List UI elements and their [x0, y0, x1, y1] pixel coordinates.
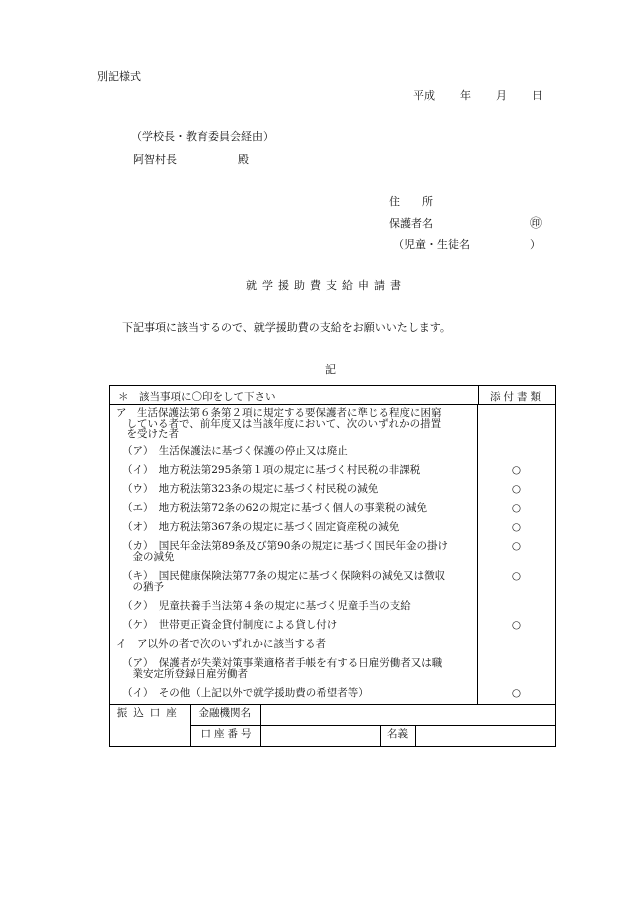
address-label: 住 所: [389, 195, 433, 208]
item-label: （イ） 地方税法第295条第１項の規定に基づく村民税の非課税: [122, 463, 421, 476]
attachment-mark: ○: [511, 463, 522, 476]
form-label: 別記様式: [97, 70, 141, 83]
item-label-cont: 業安定所登録日雇労働者: [122, 667, 248, 680]
title-char: 就: [246, 279, 257, 292]
date-month: 月: [496, 89, 507, 102]
seal-mark: ㊞: [530, 216, 543, 230]
section-a-line: している者で、前年度又は当該年度において、次のいずれかの措置: [116, 417, 442, 430]
attachment-mark: ○: [511, 618, 522, 631]
student-label: （児童・生徒名: [393, 238, 470, 251]
title-char: 費: [310, 279, 321, 292]
title-char: 書: [390, 279, 401, 292]
account-name-field[interactable]: [415, 725, 555, 746]
title-char: 助: [294, 279, 305, 292]
date-era: 平成: [413, 89, 435, 102]
bank-account-label: 振込口座: [110, 705, 190, 746]
account-number-field[interactable]: [260, 725, 380, 746]
student-close: ）: [530, 238, 541, 251]
attachment-mark: ○: [511, 569, 522, 582]
section-a-line: ア 生活保護法第６条第２項に規定する要保護者に準じる程度に困窮: [116, 407, 442, 419]
attachment-mark: [478, 658, 555, 688]
via-text: （学校長・教育委員会経由）: [131, 130, 274, 143]
item-label-cont: 金の減免: [122, 550, 175, 563]
title-char: 請: [374, 279, 385, 292]
attachment-mark: [478, 446, 555, 465]
guardian-label: 保護者名: [389, 217, 433, 230]
table-header-instruction: ＊ 該当事項に〇印をして下さい: [110, 386, 479, 405]
addressee-name: 阿智村長: [133, 153, 177, 166]
item-label: （イ） その他（上記以外で就学援助費の希望者等）: [122, 686, 369, 699]
ki-heading: 記: [325, 363, 336, 376]
attachment-mark: ○: [511, 686, 522, 699]
item-label: （エ） 地方税法第72条の62の規定に基づく個人の事業税の減免: [122, 501, 427, 514]
section-b-heading: イ ア以外の者で次のいずれかに該当する者: [116, 637, 326, 650]
title-char: 申: [358, 279, 369, 292]
item-label: （ウ） 地方税法第323条の規定に基づく村民税の減免: [122, 482, 379, 495]
item-label: （ア） 保護者が失業対策事業適格者手帳を有する日雇労働者又は職: [122, 656, 443, 669]
item-label: （キ） 国民健康保険法第77条の規定に基づく保険料の減免又は徴収: [122, 569, 446, 582]
item-label: （ア） 生活保護法に基づく保護の停止又は廃止: [122, 444, 348, 457]
intro-text: 下記事項に該当するので、就学援助費の支給をお願いいたします。: [122, 321, 451, 334]
attachment-mark: ○: [511, 539, 522, 552]
bank-section: [110, 704, 556, 746]
items-cell: [110, 405, 556, 705]
date-day: 日: [532, 89, 543, 102]
title-char: 給: [342, 279, 353, 292]
item-label: （カ） 国民年金法第89条及び第90条の規定に基づく国民年金の掛け: [122, 539, 448, 552]
date-year: 年: [460, 89, 471, 102]
title-char: 学: [262, 279, 273, 292]
application-table: [109, 385, 556, 747]
document-title: [246, 280, 406, 291]
item-label-cont: の猶予: [122, 580, 164, 593]
account-name-label: 名義: [380, 725, 415, 746]
title-char: 支: [326, 279, 337, 292]
item-label: （ク） 児童扶養手当法第４条の規定に基づく児童手当の支給: [122, 599, 411, 612]
attachment-mark: ○: [511, 520, 522, 533]
table-header-attachments: 添付書類: [479, 386, 556, 405]
item-label: （ケ） 世帯更正資金貸付制度による貸し付け: [122, 618, 338, 631]
title-char: 援: [278, 279, 289, 292]
item-label: （オ） 地方税法第367条の規定に基づく固定資産税の減免: [122, 520, 400, 533]
institution-field[interactable]: [260, 705, 555, 726]
section-a-line: を受けた者: [116, 428, 179, 440]
attachment-mark: ○: [511, 501, 522, 514]
attachment-mark: ○: [511, 482, 522, 495]
addressee-honorific: 殿: [238, 153, 249, 166]
attachment-mark: [478, 601, 555, 620]
account-number-label: 口座番号: [190, 725, 260, 746]
institution-label: 金融機関名: [190, 705, 260, 726]
